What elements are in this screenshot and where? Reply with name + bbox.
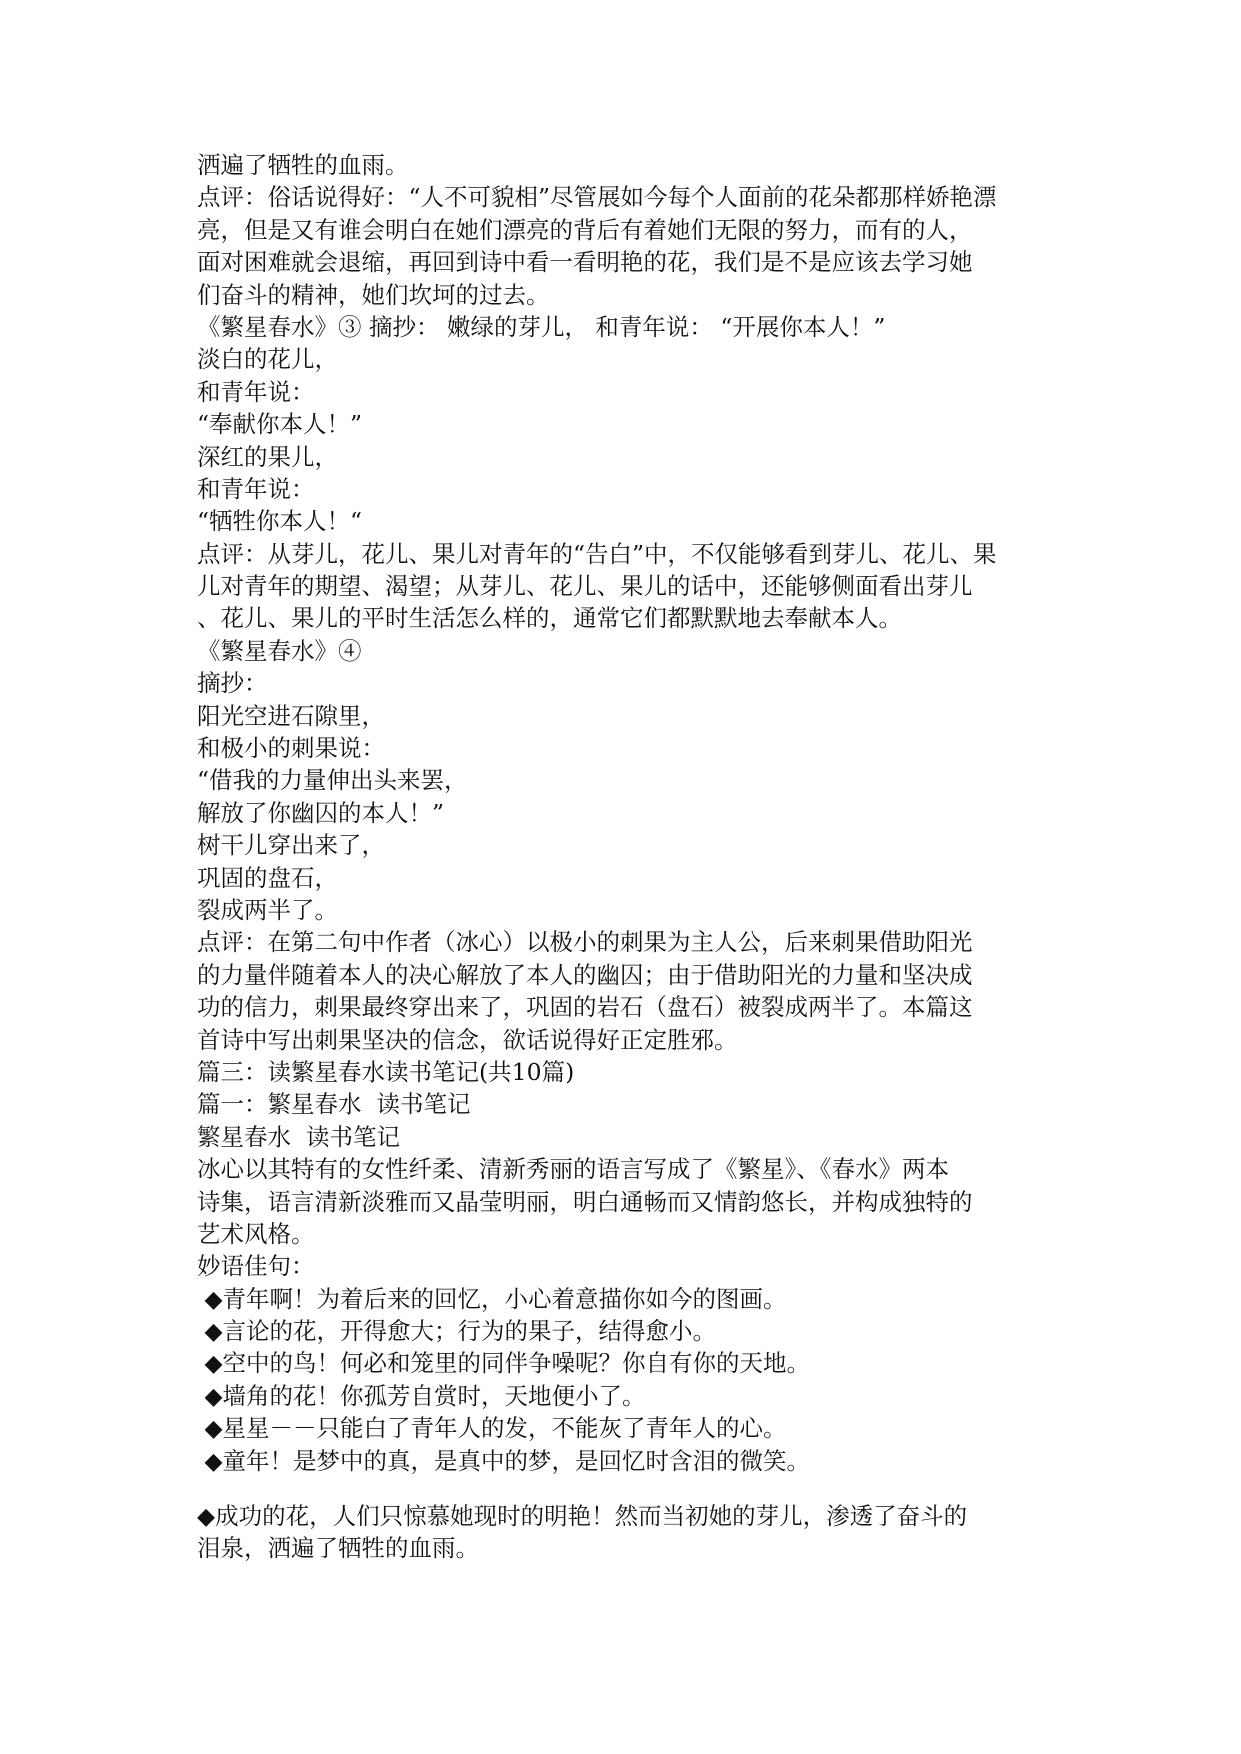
text-line: 《繁星春水》④	[197, 636, 362, 665]
text-line: 的力量伴随着本人的决心解放了本人的幽囚；由于借助阳光的力量和坚决成	[197, 960, 973, 989]
quote-list-item: ◆成功的花，人们只惊慕她现时的明艳！然而当初她的芽儿，渗透了奋斗的	[197, 1502, 968, 1531]
text-line: 摘抄：	[197, 669, 268, 698]
paragraph-gap	[197, 1477, 1057, 1500]
text-line: 淡白的花儿，	[197, 345, 338, 374]
text-line: “牺牲你本人！“	[197, 507, 363, 536]
quote-list-item: ◆言论的花，开得愈大；行为的果子，结得愈小。	[197, 1317, 717, 1346]
text-line: 洒遍了牺牲的血雨。	[197, 151, 409, 179]
text-line: 们奋斗的精神，她们坎坷的过去。	[197, 280, 550, 309]
text-line: “借我的力量伸出头来罢，	[197, 766, 468, 795]
text-line: 树干儿穿出来了，	[197, 831, 385, 860]
text-line: 解放了你幽囚的本人！”	[197, 798, 445, 827]
quote-list-item: ◆童年！是梦中的真，是真中的梦，是回忆时含泪的微笑。	[197, 1446, 811, 1475]
text-line: 《繁星春水》③ 摘抄： 嫩绿的芽儿， 和青年说： “开展你本人！”	[197, 312, 886, 341]
text-line: 巩固的盘石，	[197, 863, 338, 892]
text-line: 艺术风格。	[197, 1219, 315, 1248]
text-line: 功的信力，刺果最终穿出来了，巩固的岩石（盘石）被裂成两半了。本篇这	[197, 993, 973, 1022]
text-line: 妙语佳句：	[197, 1252, 315, 1281]
text-line: 和青年说：	[197, 377, 315, 406]
text-line: 泪泉，洒遍了牺牲的血雨。	[197, 1534, 479, 1563]
text-line: 点评：从芽儿，花儿、果儿对青年的“告白”中，不仅能够看到芽儿、花儿、果	[197, 539, 997, 568]
section-heading: 篇三：读繁星春水读书笔记(共10篇)	[197, 1057, 575, 1086]
text-line: 儿对青年的期望、渴望；从芽儿、花儿、果儿的话中，还能够侧面看出芽儿	[197, 572, 973, 601]
text-line: 裂成两半了。	[197, 895, 338, 924]
text-line: 冰心以其特有的女性纤柔、清新秀丽的语言写成了《繁星》、《春水》两本	[197, 1155, 949, 1184]
text-line: 诗集，语言清新淡雅而又晶莹明丽，明白通畅而又情韵悠长，并构成独特的	[197, 1187, 973, 1216]
section-title: 繁星春水 读书笔记	[197, 1122, 400, 1151]
text-line: 点评：俗话说得好：“人不可貌相”尽管展如今每个人面前的花朵都那样娇艳漂	[197, 183, 997, 212]
quote-list-item: ◆空中的鸟！何必和笼里的同伴争噪呢？你自有你的天地。	[197, 1349, 811, 1378]
text-line: 深红的果儿，	[197, 442, 338, 471]
text-line: 亮，但是又有谁会明白在她们漂亮的背后有着她们无限的努力，而有的人，	[197, 215, 973, 244]
text-line: 面对困难就会退缩，再回到诗中看一看明艳的花，我们是不是应该去学习她	[197, 248, 973, 277]
document-body	[197, 149, 1057, 1565]
section-heading: 篇一：繁星春水 读书笔记	[197, 1090, 471, 1119]
quote-list-item: ◆星星－－只能白了青年人的发，不能灰了青年人的心。	[197, 1414, 787, 1443]
quote-list-item: ◆墙角的花！你孤芳自赏时，天地便小了。	[197, 1381, 646, 1410]
text-line: 和青年说：	[197, 474, 315, 503]
quote-list-item: ◆青年啊！为着后来的回忆，小心着意描你如今的图画。	[197, 1284, 787, 1313]
text-line: “奉献你本人！”	[197, 410, 363, 439]
text-line: 首诗中写出刺果坚决的信念，欲话说得好正定胜邪。	[197, 1025, 738, 1054]
text-line: 点评：在第二句中作者（冰心）以极小的刺果为主人公，后来刺果借助阳光	[197, 928, 973, 957]
text-line: 、花儿、果儿的平时生活怎么样的，通常它们都默默地去奉献本人。	[197, 604, 902, 633]
text-line: 和极小的刺果说：	[197, 734, 385, 763]
text-line: 阳光空进石隙里，	[197, 701, 385, 730]
